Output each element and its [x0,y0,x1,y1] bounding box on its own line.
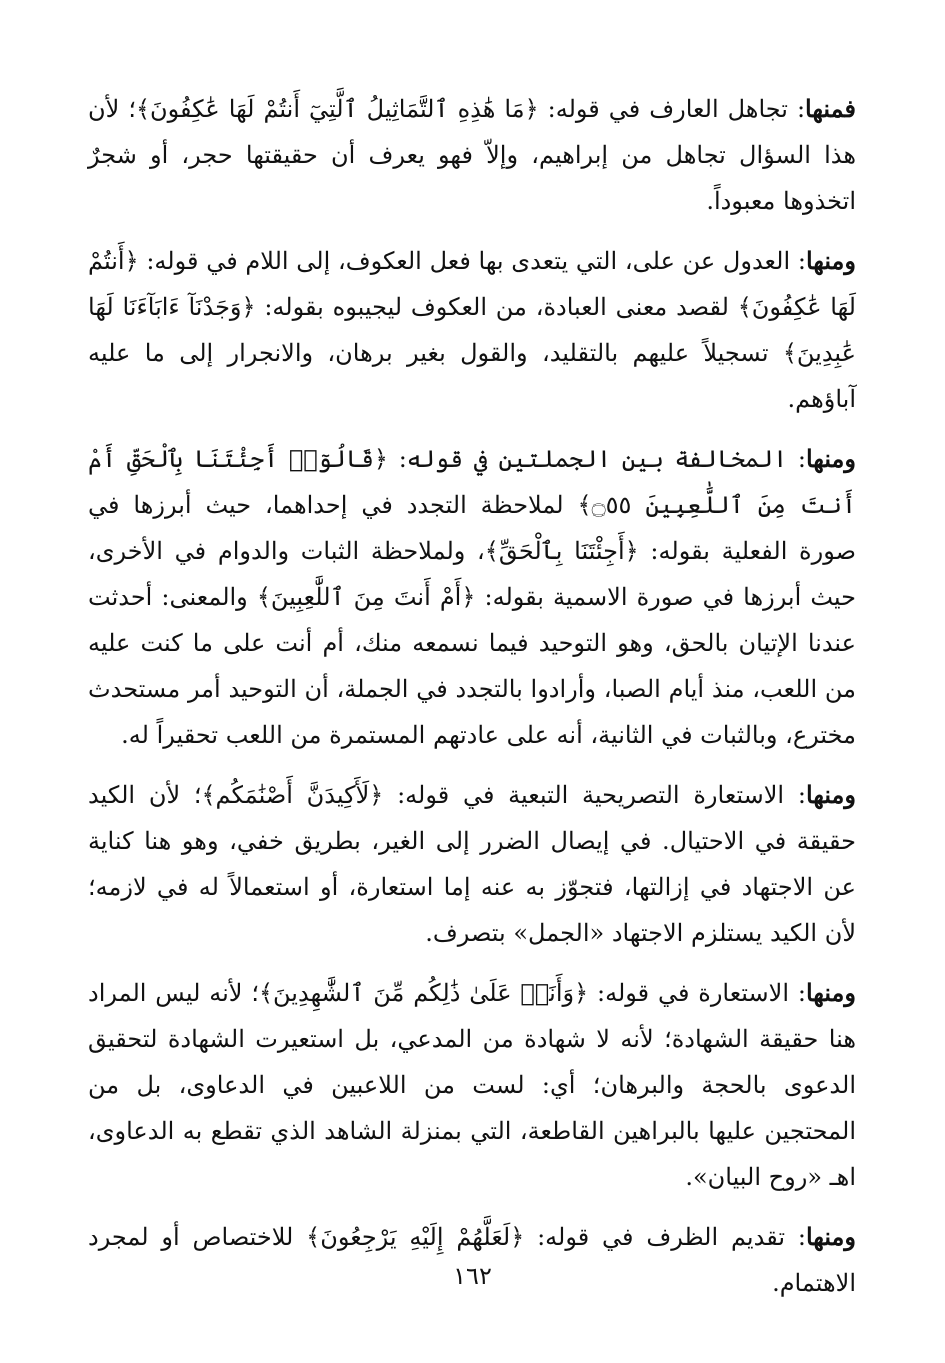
paragraph-text: : تجاهل العارف في قوله: ﴿مَا هَٰذِهِ ٱلتَّمَاثِيلُ ٱلَّتِيٓ أَنتُمْ لَهَا عَٰكِفُونَ﴾؛ لأن هذا السؤال تجاهل من إبراهيم، وإلاّ فهو يعرف أن حقيقتها حجر، أو شجرٌ اتخذوها معبوداً. [88,95,856,215]
page-number: ١٦٢ [453,1262,492,1290]
paragraph-2 [88,238,856,422]
paragraph-heading: فمنها [805,94,856,123]
paragraph-heading: ومنها [805,444,856,473]
paragraph-heading: ومنها [805,246,856,275]
paragraph-text: : العدول عن على، التي يتعدى بها فعل العكوف، إلى اللام في قوله: ﴿أَنتُمْ لَهَا عَٰكِفُونَ﴾ لقصد معنى العبادة، من العكوف ليجيبوه بقوله: ﴿وَجَدْنَآ ءَابَآءَنَا لَهَا عَٰبِدِينَ﴾ تسجيلاً عليهم بالتقليد، والقول بغير برهان، والانجرار إلى ما عليه آباؤهم. [88,247,856,413]
body-text [88,86,856,1306]
paragraph-text: : الاستعارة التصريحية التبعية في قوله: ﴿لَأَكِيدَنَّ أَصْنَٰمَكُم﴾؛ لأن الكيد حقيقة في الاحتيال. في إيصال الضرر إلى الغير، بطريق خفي، وهو هنا كناية عن الاجتهاد في إزالتها، فتجوّز به عنه إما استعارة، أو استعمالاً له في لازمه؛ لأن الكيد يستلزم الاجتهاد «الجمل» بتصرف. [88,781,856,947]
paragraph-3 [88,436,856,758]
paragraph-heading: ومنها [805,780,856,809]
paragraph-heading: ومنها [805,978,856,1007]
paragraph-text: : المخالفة بين الجملتين في قوله: ﴿قَالُوٓا۟ أَجِئْتَنَا بِٱلْحَقِّ أَمْ أَنتَ مِنَ ٱللَّٰعِبِينَ ۝٥٥﴾ لملاحظة التجدد في إحداهما، حيث أبرزها في صورة الفعلية بقوله: ﴿أَجِئْتَنَا بِٱلْحَقِّ﴾، ولملاحظة الثبات والدوام في الأخرى، حيث أبرزها في صورة الاسمية بقوله: ﴿أَمْ أَنتَ مِنَ ٱللَّٰعِبِينَ﴾ والمعنى: أحدثت عندنا الإتيان بالحق، وهو التوحيد فيما نسمعه منك، أم أنت على ما كنت عليه من اللعب، منذ أيام الصبا، وأرادوا بالتجدد في الجملة، أن التوحيد أمر مستحدث مخترع، وبالثبات في الثانية، أنه على عادتهم المستمرة من اللعب تحقيراً له. [88,445,857,749]
paragraph-5 [88,970,856,1200]
paragraph-text: : الاستعارة في قوله: ﴿وَأَنَا۠ عَلَىٰ ذَٰلِكُم مِّنَ ٱلشَّٰهِدِينَ﴾؛ لأنه ليس المراد هنا حقيقة الشهادة؛ لأنه لا شهادة من المدعي، بل استعيرت الشهادة لتحقيق الدعوى بالحجة والبرهان؛ أي: لست من اللاعبين في الدعاوى، بل من المحتجين عليها بالبراهين القاطعة، التي بمنزلة الشاهد الذي تقطع به الدعاوى، اهـ «روح البيان». [88,979,857,1191]
paragraph-heading: ومنها [805,1222,856,1251]
paragraph-1 [88,86,856,224]
paragraph-text: : تقديم الظرف في قوله: ﴿لَعَلَّهُمْ إِلَيْهِ يَرْجِعُونَ﴾ للاختصاص أو لمجرد الاهتمام. [88,1223,856,1297]
paragraph-4 [88,772,856,956]
